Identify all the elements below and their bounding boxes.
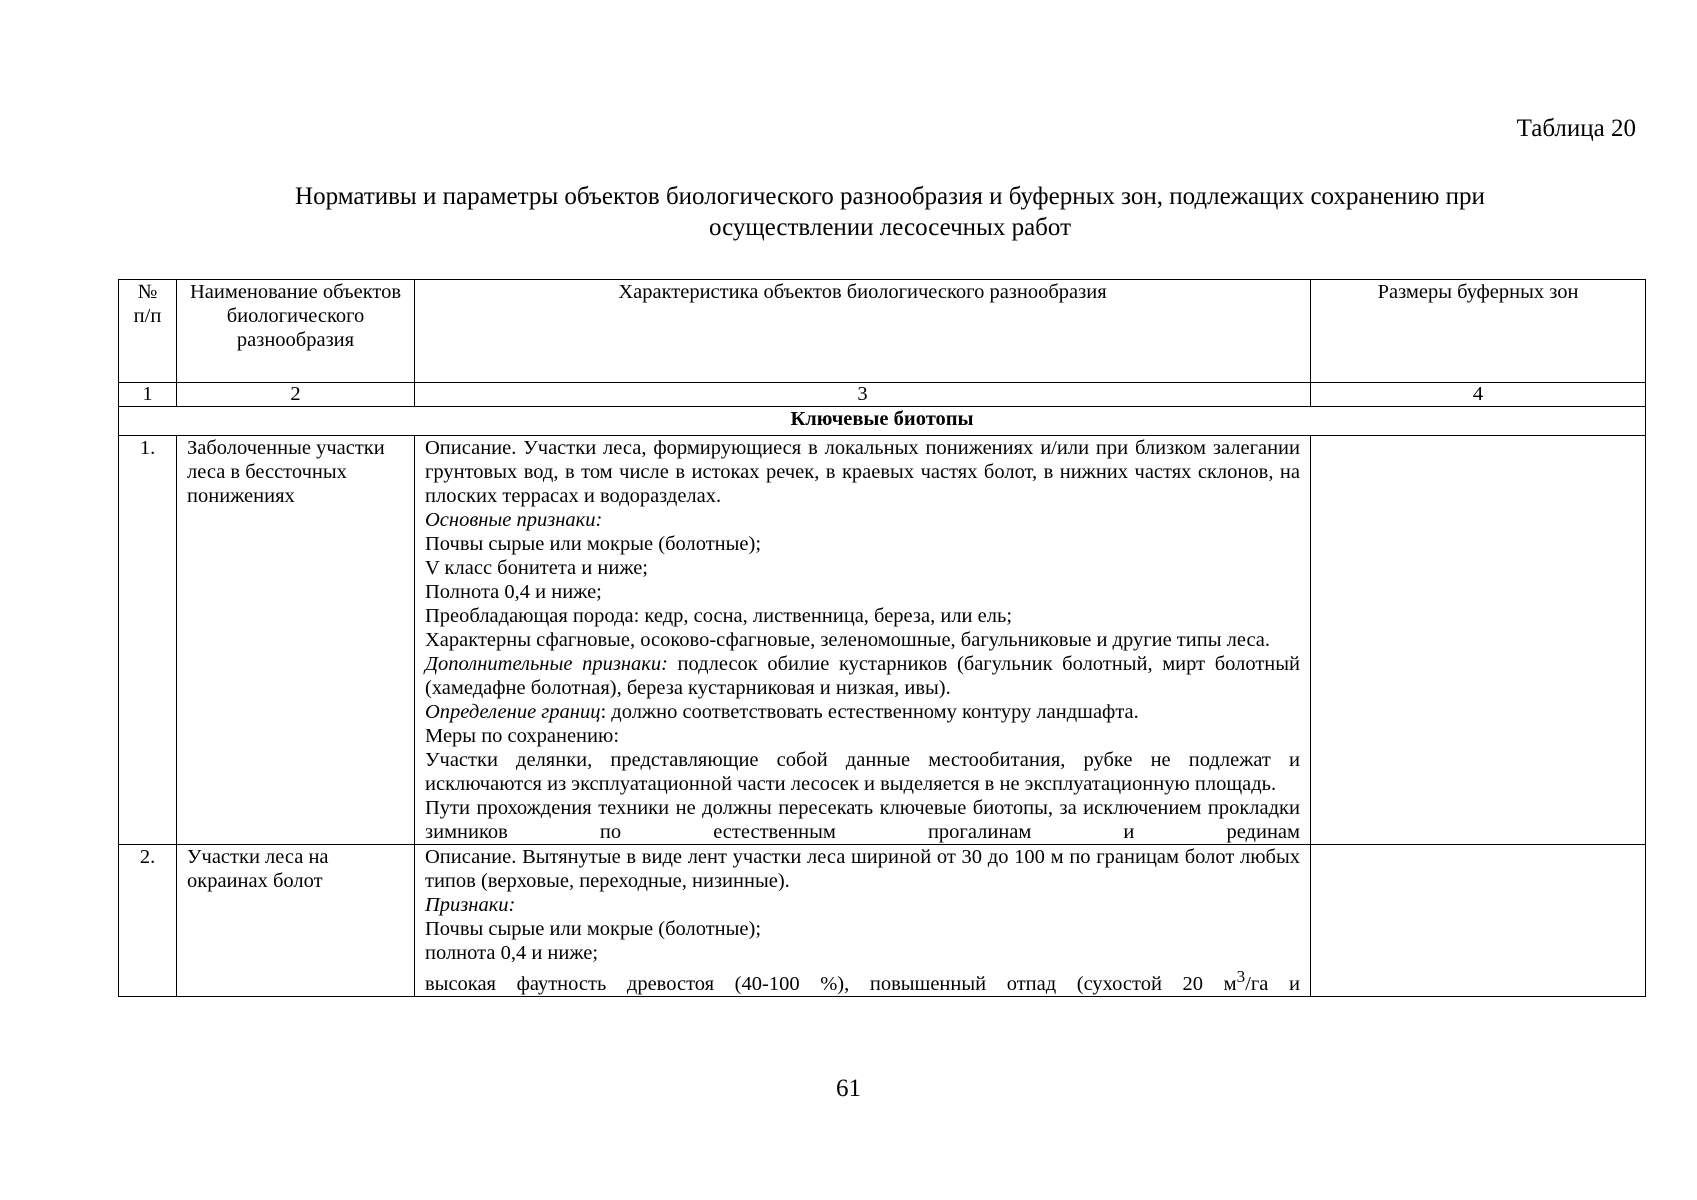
section-row [119,407,1646,436]
desc-text: полнота 0,4 и ниже; [425,942,599,964]
row-number: 2. [119,845,177,997]
header-number: № п/п [119,280,177,383]
column-number: 4 [1311,383,1646,407]
desc-italic: Основные признаки: [425,509,603,531]
title-line-2: осуществлении лесосечных работ [708,214,1071,241]
page-number: 61 [836,1075,861,1102]
header-characteristics: Характеристика объектов биологического разнообразия [415,280,1311,383]
header-row [119,280,1646,383]
object-description [415,845,1311,997]
desc-text [425,652,1300,700]
buffer-size [1311,845,1646,997]
column-number: 2 [177,383,415,407]
document-title [120,181,1660,243]
column-number: 1 [119,383,177,407]
desc-text [425,508,1300,532]
desc-text: Пути прохождения техники не должны пересекать ключевые биотопы, за исключением прокладки зимников по естественным прогалинам и рединам [425,797,1300,843]
table-row [119,436,1646,845]
column-number: 3 [415,383,1311,407]
desc-text: Меры по сохранению: [425,725,620,747]
desc-text: Характерны сфагновые, осоково-сфагновые, зеленомошные, багульниковые и другие типы леса. [425,629,1271,651]
object-name: Заболоченные участки леса в бессточных понижениях [177,436,415,845]
column-number-row [119,383,1646,407]
header-object-name: Наименование объектов биологического разнообразия [177,280,415,383]
norms-table [118,279,1646,997]
desc-italic: Дополнительные признаки: [425,653,668,675]
desc-inline: подлесок обилие кустарников (багульник болотный, мирт болотный (хамедафне болотная), береза кустарниковая и низкая, ивы). [425,653,1300,699]
title-line-1: Нормативы и параметры объектов биологического разнообразия и буферных зон, подлежащих сохранению при [295,183,1485,210]
table-row [119,845,1646,997]
section-title: Ключевые биотопы [119,407,1646,436]
desc-text [425,700,1300,724]
desc-inline: /га и [1245,972,1300,995]
superscript: 3 [1236,967,1246,986]
desc-text: Преобладающая порода: кедр, сосна, лиственница, береза, или ель; [425,605,1013,627]
object-description [415,436,1311,845]
object-name: Участки леса на окраинах болот [177,845,415,997]
desc-inline: : должно соответствовать естественному контуру ландшафта. [600,701,1139,723]
desc-inline: высокая фаутность древостоя (40-100 %), повышенный отпад (сухостой 20 м [425,972,1237,995]
table-label: Таблица 20 [1516,115,1636,142]
desc-text [425,893,1300,917]
desc-text: Участки делянки, представляющие собой данные местообитания, рубке не подлежат и исключаются из эксплуатационной части лесосек и выделяется в не эксплуатационную площадь. [425,749,1300,795]
desc-text: V класс бонитета и ниже; [425,557,649,579]
header-buffer-size: Размеры буферных зон [1311,280,1646,383]
buffer-size [1311,436,1646,845]
desc-text: Описание. Вытянутые в виде лент участки леса шириной от 30 до 100 м по границам болот любых типов (верховые, переходные, низинные). [425,846,1300,892]
desc-text: Описание. Участки леса, формирующиеся в локальных понижениях и/или при близком залегании грунтовых вод, в том числе в истоках речек, в краевых частях болот, в нижних частях склонов, на плоских террасах и водоразделах. [425,437,1300,507]
desc-text: Полнота 0,4 и ниже; [425,581,602,603]
desc-italic: Определение границ [425,701,601,723]
desc-text: Почвы сырые или мокрые (болотные); [425,533,762,555]
desc-text: Почвы сырые или мокрые (болотные); [425,918,762,940]
desc-text [425,965,1300,996]
desc-italic: Признаки: [425,894,516,916]
row-number: 1. [119,436,177,845]
